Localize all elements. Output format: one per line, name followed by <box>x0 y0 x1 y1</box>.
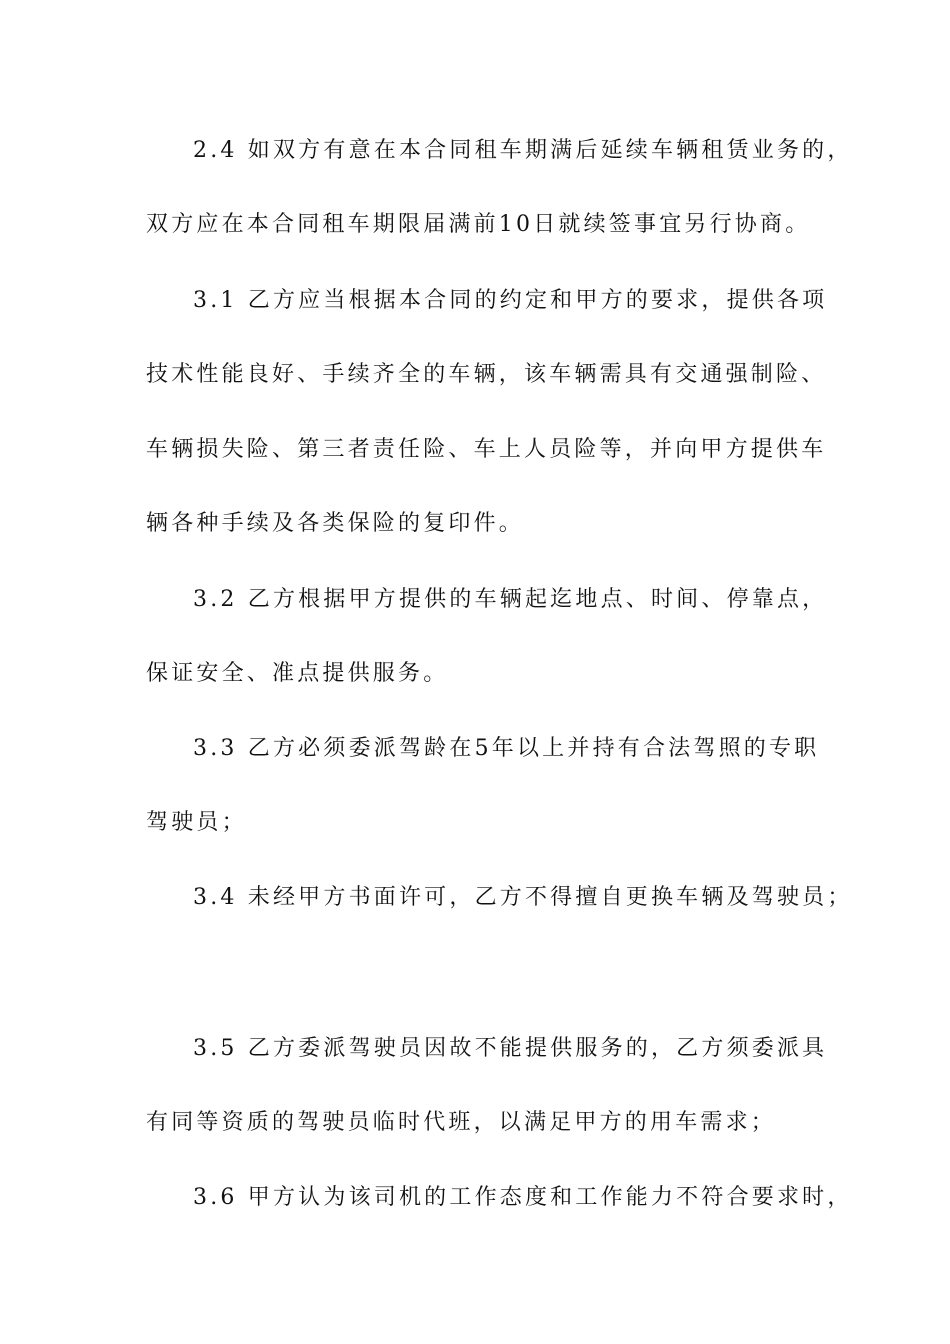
clause-3-2-line-1: 3.2 乙方根据甲方提供的车辆起迄地点、时间、停靠点， <box>193 587 828 612</box>
clause-3-5-line-1: 3.5 乙方委派驾驶员因故不能提供服务的，乙方须委派具 <box>193 1036 828 1061</box>
clause-3-6-line-1: 3.6 甲方认为该司机的工作态度和工作能力不符合要求时， <box>193 1185 853 1210</box>
clause-3-3-line-1: 3.3 乙方必须委派驾龄在5年以上并持有合法驾照的专职 <box>193 736 820 761</box>
clause-3-2-line-2: 保证安全、准点提供服务。 <box>146 661 449 686</box>
clause-3-5-line-2: 有同等资质的驾驶员临时代班，以满足甲方的用车需求； <box>146 1110 777 1135</box>
clause-3-1-line-3: 车辆损失险、第三者责任险、车上人员险等，并向甲方提供车 <box>146 437 827 462</box>
clause-3-3-line-2: 驾驶员； <box>146 810 247 835</box>
clause-3-1-line-2: 技术性能良好、手续齐全的车辆，该车辆需具有交通强制险、 <box>146 362 827 387</box>
clause-3-1-line-4: 辆各种手续及各类保险的复印件。 <box>146 511 525 536</box>
clause-2-4-line-2: 双方应在本合同租车期限届满前10日就续签事宜另行协商。 <box>146 212 811 237</box>
clause-3-4-line-1: 3.4 未经甲方书面许可，乙方不得擅自更换车辆及驾驶员； <box>193 885 853 910</box>
clause-2-4-line-1: 2.4 如双方有意在本合同租车期满后延续车辆租赁业务的， <box>193 138 853 163</box>
clause-3-1-line-1: 3.1 乙方应当根据本合同的约定和甲方的要求，提供各项 <box>193 288 828 313</box>
